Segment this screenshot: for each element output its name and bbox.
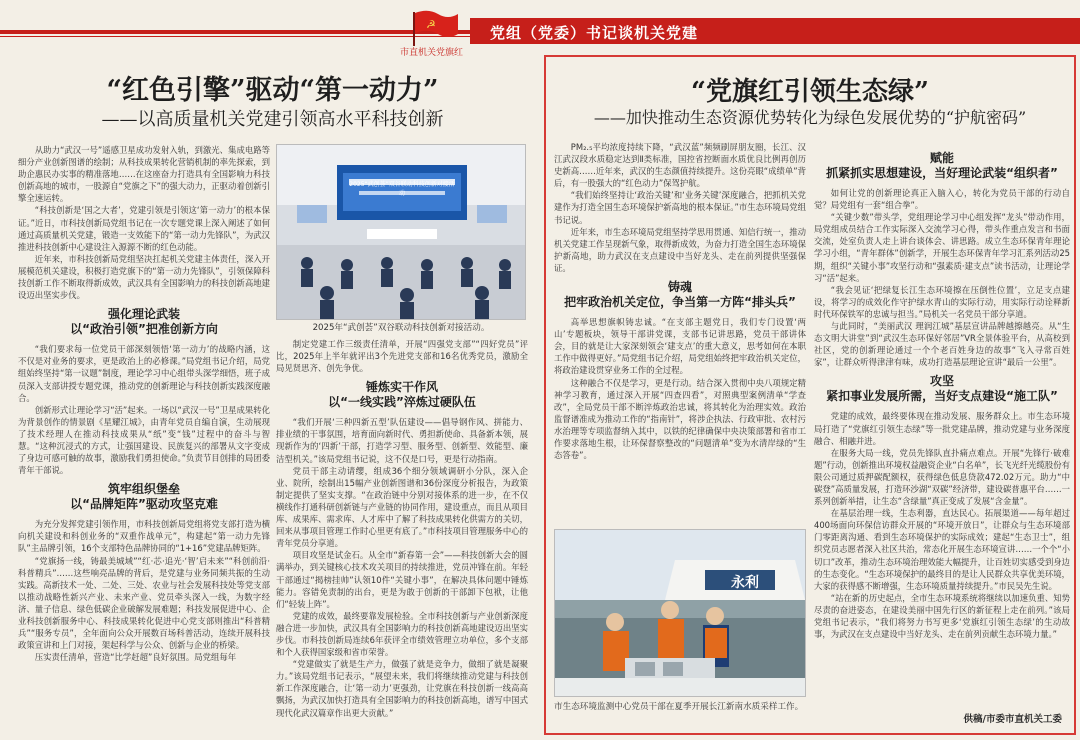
paragraph: 党建的成效，最终要靠发展检验。全市科技创新与产业创新深度融合进一步加快，武汉具有全国影响力的科技创新高地建设迈出坚实步伐。市科技创新局连续6年获评全市绩效管理立功单位，多个支部和个人获得国家级和省市荣誉。 <box>276 610 528 658</box>
right-section-3-heading <box>814 374 1070 404</box>
left-photo-caption: 2025年“武创荟”双谷联动科技创新对接活动。 <box>312 323 490 333</box>
paragraph: 党员干部主动请缨，组成36个细分领域调研小分队，深入企业、院所，绘制出15幅产业创新图谱和36份深度分析报告，为政策制定提供了坚实支撑。“在政治链中分别对接体系的进一步，在不仅横线作打通科研创新链与产业链的协同作用，建设重点，而且从项目库、成果库、需求库、人才库中了解了科技成果转化供需方的关切，回来从事项目管理工作时心里更有底了。”市科技项目管理服务中心的青年党员分享道。 <box>276 465 528 549</box>
section-heading: 紧扣事业发展所需，当好支点建设“施工队” <box>826 389 1058 404</box>
paragraph: 党建的成效，最终要体现在推动发展、服务群众上。市生态环境局打造了“党旗红引领生态绿”等一批党建品牌，推动党建与业务深度融合、相融并进。 <box>814 411 1070 446</box>
left-column-1 <box>18 144 270 734</box>
right-article-title: “党旗红引领生态绿” <box>691 77 929 107</box>
right-section-2-heading <box>814 151 1070 181</box>
section-kicker: 筑牢组织堡垒 <box>107 482 180 497</box>
paragraph: 如何让党的创新理论真正入脑入心，转化为党员干部的行动自觉？局党组有一套“组合拳”。 <box>814 188 1070 211</box>
right-article-photo <box>554 529 806 697</box>
right-article-subtitle: ——加快推动生态资源优势转化为绿色发展优势的“护航密码” <box>593 108 1027 127</box>
paragraph: 这种融合不仅是学习，更是行动。结合深入贯彻中央八项规定精神学习教育，通过深入开展“四查四看”，对照典型案例清单“学查改”，全局党员干部不断淬炼政治忠诚，将其转化为治理实效。政治监督谱准成为推动工作的“指南针”，将涉企执法、行政审批、农村污水治理等专项监督纳入其中，以铁的纪律确保中央决策部署和省市工作要求落地生根，让环保督察整改的“问题清单”变为水清岸绿的“生态答卷”。 <box>554 377 806 461</box>
paragraph: 近年来，市科技创新局党组坚决扛起机关党建主体责任，深入开展模范机关建设，积极打造党旗下的“第一动力先锋队”，引领保障科技创新工作不断取得新成效，武汉具有全国影响力的科技创新高地建设迈出坚实步伐。 <box>18 253 270 301</box>
section-kicker: 铸魂 <box>667 280 692 295</box>
paragraph: “站在新的历史起点，全市生态环境系统将继续以加速负重、知势尽责的奋进姿态，在建设美丽中国先行区的新征程上走在前列。”该局党组书记表示，“我们将努力书写更多‘党旗红引领生态绿’的生动故事，为武汉在支点建设中当好龙头、走在前列贡献生态环境力量。” <box>814 592 1070 640</box>
masthead-flag-label: 市直机关党旗红 <box>400 48 464 58</box>
paragraph: 制定党建工作三级责任清单，开展“四强党支部”“四好党员”评比，2025年上半年就评出3个先进党支部和16名优秀党员，激励全局见贤思齐、创先争优。 <box>276 339 528 374</box>
left-article-title: “红色引擎”驱动“第一动力” <box>106 75 439 106</box>
left-article-photo <box>276 144 526 320</box>
paragraph: 在基层治理一线，生态利器，直达民心。拓展渠道——每年超过400场面向环保信访群众开展的“环境开放日”，让群众与生态环境部门零距离沟通、看到生态环境保护的实际成效；建起“生态卫士”，组织党员志愿者深入社区共治，常态化开展生态环境宣讲……一个个“小切口”改革，推动生态环境治理效能大幅提升，让百姓切实感受到身边的生态变化。“生态环境保护的最终目的是让人民群众共享优美环境，大家的获得感不断增强，生态环境质量持续提升。”市民吴先生说。 <box>814 508 1070 591</box>
paragraph: 为充分发挥党建引领作用，市科技创新局党组将党支部打造为横向机关建设和科创业务的“双重作战单元”，构建起“第一动力先锋队”主品牌引领，16个支部特色品牌协同的“1+16”党建品牌矩阵。 <box>18 519 270 554</box>
boat-name-text: 永利 <box>731 575 759 591</box>
left-article-subtitle: ——以高质量机关党建引领高水平科技创新 <box>101 109 444 130</box>
left-section-2-heading <box>18 482 270 512</box>
section-kicker: 强化理论武装 <box>107 307 180 322</box>
paragraph: “我们要求每一位党员干部深刻领悟‘第一动力’的战略内涵，这不仅是对业务的要求，更是政治上的必修课。”局党组书记介绍，局党组始终坚持“第一议题”制度，理论学习中心组带头深学细悟，班子成员深入支部讲授专题党课，推动党的创新理论与科技创新实践深度融合。 <box>18 344 270 403</box>
paragraph: 创新形式让理论学习“活”起来。一场以“武汉一号”卫星成果转化为背景创作的情景剧《星耀江城》，由青年党员自编自演，生动展现了技术经理人在推动科技成果从“纸”变“钱”过程中的奋斗与智慧。“这种沉浸式的方式，让强国建设、民族复兴的部署从文字变成了身边可感可触的故事，激励我们勇担使命。”负责节目创排的局团委青年干部说。 <box>18 404 270 476</box>
section-kicker: 锤炼实干作风 <box>365 380 438 395</box>
paragraph: PM₂.₅平均浓度持续下降，“武汉蓝”频频刷屏朋友圈，长江、汉江武汉段水质稳定达到Ⅱ类标准，国控省控断面水质优良比例再创历史新高……近年来，武汉的生态颜值持续提升。这份亮眼“成绩单”背后，有一股强大的“红色动力”保驾护航。 <box>554 142 806 189</box>
section-kicker: 赋能 <box>929 151 954 165</box>
paragraph: “党旗扬一线，铸最美城域”“红·芯·追光·‘智’启未来”“科创前沿·科普精兵”……这些响亮品牌的背后，是党建与业务同频共振的生动实践。高新技术一处、二处、三处、农业与社会发展科技处等党支部以推动战略性新兴产业、未来产业、党员牵头深入一线，为数字经济、量子信息、绿色低碳企业破解发展难题；科技发展促进中心、企业科技创新服务中心、科技成果转化促进中心党支部则推出“科普精兵”“服务专员”，全年面向公众开展数百场科普活动，连续开展科技政策宣讲和上门对接，架起科学与公众、创新与企业的桥梁。 <box>18 555 270 651</box>
photo-banner-text: 2025“武创荟”双谷联动科技创新对接活动 <box>349 181 455 197</box>
masthead-banner-text: 党组（党委）书记谈机关党建 <box>490 24 699 42</box>
paragraph: 高举思想旗帜铸忠诚。“在支部主题党日，我们专门设置‘两山’专题板块，领导干部讲党课，支部书记讲思路，党员干部讲体会，目的就是让大家深刻领会‘建支点’的重大意义，思考如何在本职工作中做得更好。”局党组书记介绍，局党组始终把牢政治机关定位，将政治建设贯穿业务工作的全过程。 <box>554 317 806 376</box>
paragraph: 在服务大局一线，党员先锋队直扑痛点难点。开展“先锋行·破难题”行动，创新推出环境权益融资企业“白名单”，长飞光纤光缆股份有限公司通过质押碳配额权，获得绿色低息贷款472.02万元。助力“中碳登”高质量发展，打造环沙湖“双碳”经济带，建设碳普惠平台……一系列创新举措，让生态“含绿量”真正变成了发展“含金量”。 <box>814 447 1070 507</box>
paragraph: “科技创新是‘国之大者’，党建引领是引领这‘第一动力’的根本保证。”近日，市科技创新局党组书记在一次专题党课上深入阐述了如何通过高质量机关党建，锻造一支效能下的“第一动力先锋队”，为武汉推进科技创新中心建设注入源源不断的红色动能。 <box>18 205 270 252</box>
party-flag-icon <box>408 8 460 48</box>
paragraph: 压实责任清单，营造“比学赶超”良好氛围。局党组每年 <box>34 652 237 663</box>
left-column-2 <box>276 338 528 734</box>
article-signature: 供稿/市委市直机关工委 <box>963 714 1062 725</box>
right-section-1-heading <box>554 280 806 310</box>
right-column-1 <box>554 141 806 577</box>
paragraph: 近年来，市生态环境局党组坚持学思用贯通、知信行统一，推动机关党建工作呈现新气象，取得新成效，为奋力打造全国生态环境保护新高地，助力武汉在支点建设中当好龙头、走在前列提供坚强保证。 <box>554 226 806 273</box>
paragraph: 项目攻坚是试金石。从全市“新春第一会”——科技创新大会的圆满举办，到关键核心技术攻关项目的持续推进，党员冲锋在前。年轻干部通过“揭榜挂帅”认领10件“关键小事”，在解决具体问题中锤炼能力。容错免责制的出台，更是为敢于创新的干部卸下包袱，让他们“轻装上阵”。 <box>276 550 528 609</box>
right-article <box>544 55 1076 735</box>
right-column-2 <box>814 151 1070 711</box>
section-kicker: 攻坚 <box>929 374 954 389</box>
section-heading: 把牢政治机关定位，争当第一方阵“排头兵” <box>564 295 796 310</box>
paragraph: “我会见证‘把绿复长江生态环境擦在压倒性位置’，立足支点建设，将学习的成效化作守护绿水青山的实际行动，用实际行动诠释新时代环保铁军的忠诚与担当。”局机关一名党员干部分享道。 <box>814 284 1070 319</box>
svg-text:☭: ☭ <box>426 18 436 31</box>
paragraph: “我们开展‘三种四新五型’队伍建设——倡导钢作风、拼能力、排业绩的干事氛围，培育面向新时代、勇担新使命、具备新本领，展现新作为的‘四新’干部，打造学习型、服务型、创新型、效能型、廉洁型机关。”该局党组书记说，这不仅是口号，更是行动指南。 <box>276 417 528 464</box>
paragraph: “我们始终坚持让‘政治关键’和‘业务关键’深度融合，把抓机关党建作为打造全国生态环境保护新高地的根本保证。”市生态环境局党组书记说。 <box>554 190 806 225</box>
left-article <box>10 60 535 735</box>
left-section-1-heading <box>18 307 270 337</box>
masthead-banner <box>470 18 1080 44</box>
section-heading: 抓紧抓实思想建设，当好理论武装“组织者” <box>826 166 1058 180</box>
paragraph: 与此同时，“美丽武汉 理润江城”基层宣讲品牌越擦越亮。从“生态文明大讲堂”到“武汉生态环保好邻居”VR全景体验平台，从高校到社区，党的创新理论通过一个个老百姓身边的故事“飞入寻常百姓家”，让群众听得津津有味，成功打造基层理论宣讲“最后一公里”。 <box>814 321 1070 368</box>
left-section-3-heading <box>276 380 528 410</box>
paragraph: “党建做实了就是生产力，做强了就是竞争力，做细了就是凝聚力。”该局党组书记表示，“展望未来，我们将继续推动党建与科技创新工作深度融合，让‘第一动力’更强劲，让党旗在科技创新一线高高飘扬，为武汉加快打造具有全国影响力的科技创新高地，谱写中国式现代化武汉篇章作出更大贡献。” <box>276 659 528 718</box>
masthead <box>0 0 1080 56</box>
section-heading: 以“一线实践”淬炼过硬队伍 <box>328 395 476 410</box>
paragraph: “关键少数”带头学，党组理论学习中心组发挥“龙头”带动作用，局党组成员结合工作实际深入交流学习心得，带头作重点发言和书面交流，处室负责人走上讲台谈体会、讲思路。成立生态环保青年理论学习小组，“青年群体”创新学，开展生态环保青年学习汇系列活动25期，组织“关键小事”攻坚行动和“强素质·建支点”读书活动，让理论学习“活”起来。 <box>814 212 1070 283</box>
section-heading: 以“品牌矩阵”驱动攻坚克难 <box>70 497 218 512</box>
paragraph: 从助力“武汉一号”遥感卫星成功发射入轨，到激光、集成电路等细分产业创新图谱的绘制；从科技成果转化营销机制的率先探索，到助企惠民办实事的精准落地……在这座奋力打造具有全国影响力科技创新高地的城市，一股源自“党旗之下”的强大动力，正驱动着创新引擎全速运转。 <box>18 145 270 204</box>
right-photo-caption: 市生态环境监测中心党员干部在夏季开展长江新南水质采样工作。 <box>554 702 804 712</box>
section-heading: 以“政治引领”把准创新方向 <box>70 322 218 337</box>
